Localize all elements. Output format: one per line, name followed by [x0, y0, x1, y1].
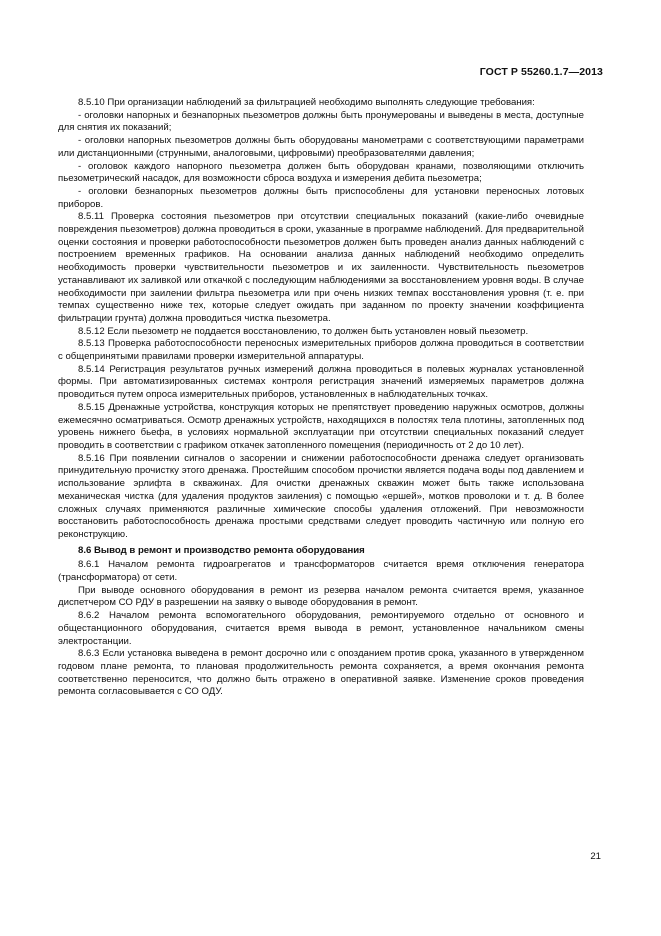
list-item-valves: - оголовок каждого напорного пьезометра должен быть оборудован кранами, позволяющими отключить пьезометрический насадок, для возможности сброса воздуха и измерения дебита пьезометра; [58, 160, 584, 185]
paragraph-8-5-15: 8.5.15 Дренажные устройства, конструкция которых не препятствует проведению наружных осмотров, должны ежемесячно осматриваться. Осмотр дренажных устройств, находящихся в полостях тела плотины, затопленных под уровень нижнего бьефа, в условиях нормальной эксплуатации при отсутствии специальных показаний следует проводить в соответствии с графиком откачек затопленного помещения (периодичность от 2 до 10 лет). [58, 401, 584, 451]
section-heading-8-6: 8.6 Вывод в ремонт и производство ремонта оборудования [78, 544, 365, 556]
paragraph-8-5-12: 8.5.12 Если пьезометр не поддается восстановлению, то должен быть установлен новый пьезометр. [78, 325, 529, 337]
paragraph-8-5-10: 8.5.10 При организации наблюдений за фильтрацией необходимо выполнять следующие требования: [78, 97, 535, 108]
paragraph-8-5-11: 8.5.11 Проверка состояния пьезометров при отсутствии специальных показаний (какие-либо очевидные повреждения пьезометров) должна проводиться в сроки, указанные в программе наблюдений. Для предварительной оценки состояния и проверки работоспособности пьезометров должен быть проведен анализ данных наблюдений с построением временных графиков. На основании анализа данных наблюдений необходимо определить необходимость проверки чувствительности пьезометров и их заиленности. Чувствительность пьезометров устанавливают их заливкой или откачкой с последующим наблюдениями за восстановлением уровня воды. В случае необходимости при заилении фильтра пьезометра или при очень низких темпах восстановления уровня (т. е. при темпах существенно ниже тех, которые следует ожидать при заданном по проекту значении коэффициента фильтрации грунта) должна проводиться чистка пьезометра. [58, 211, 584, 324]
paragraph-8-5-13: 8.5.13 Проверка работоспособности переносных измерительных приборов должна проводиться в соответствии с общепринятыми правилами проверки измерительной аппаратуры. [58, 338, 584, 363]
list-item-numbered-heads: - оголовки напорных и безнапорных пьезометров должны быть пронумерованы и выведены в места, доступные для снятия их показаний; [58, 109, 584, 134]
paragraph-8-6-3: 8.6.3 Если установка выведена в ремонт досрочно или с опозданием против срока, указанного в утвержденном годовом плане ремонта, то плановая продолжительность ремонта сохраняется, а время окончания ремонта соответственно переносится, что должно быть отражено в оперативной заявке. Изменение сроков проведения ремонта согласовывается с СО ОДУ. [58, 648, 584, 698]
document-code-header: ГОСТ Р 55260.1.7—2013 [479, 66, 603, 78]
paragraph-8-5-14: 8.5.14 Регистрация результатов ручных измерений должна проводиться в полевых журналах установленной формы. При автоматизированных системах контроля регистрация значений измеряемых параметров должна проводиться путем опроса измерительных приборов, установленных в наблюдательных точках. [58, 363, 584, 401]
paragraph-8-5-16: 8.5.16 При появлении сигналов о засорении и снижении работоспособности дренажа следует организовать принудительную прочистку этого дренажа. Простейшим способом прочистки является подача воды под давлением и использование эрлифта в скважинах. Для очистки дренажных скважин может быть также использована механическая чистка (для удаления продуктов заиления) с помощью «ершей», мотков проволоки и т. д. В более сложных случаях применяются различные химические способы удаления отложений. При невозможности восстановить работоспособность дренажа простыми средствами следует проводить частичную или полную его реконструкцию. [58, 452, 584, 540]
list-item-manometers: - оголовки напорных пьезометров должны быть оборудованы манометрами с соответствующими параметрами или дистанционными (струнными, аналоговыми, цифровыми) преобразователями давления; [58, 135, 584, 159]
page-number: 21 [590, 851, 601, 862]
paragraph-8-6-1: 8.6.1 Началом ремонта гидроагрегатов и трансформаторов считается время отключения генератора (трансформатора) от сети. [58, 559, 584, 584]
paragraph-8-6-1-reserve: При выводе основного оборудования в ремонт из резерва началом ремонта считается время, указанное диспетчером СО РДУ в разрешении на заявку о выводе оборудования в ремонт. [58, 584, 584, 609]
paragraph-8-6-2: 8.6.2 Началом ремонта вспомогательного оборудования, ремонтируемого отдельно от основного и общестанционного оборудования, считается время вывода в ремонт, установленное начальником смены электростанции. [58, 610, 584, 647]
list-item-portable-devices: - оголовки безнапорных пьезометров должны быть приспособлены для установки переносных лотовых приборов. [58, 185, 584, 210]
document-body [58, 97, 584, 699]
